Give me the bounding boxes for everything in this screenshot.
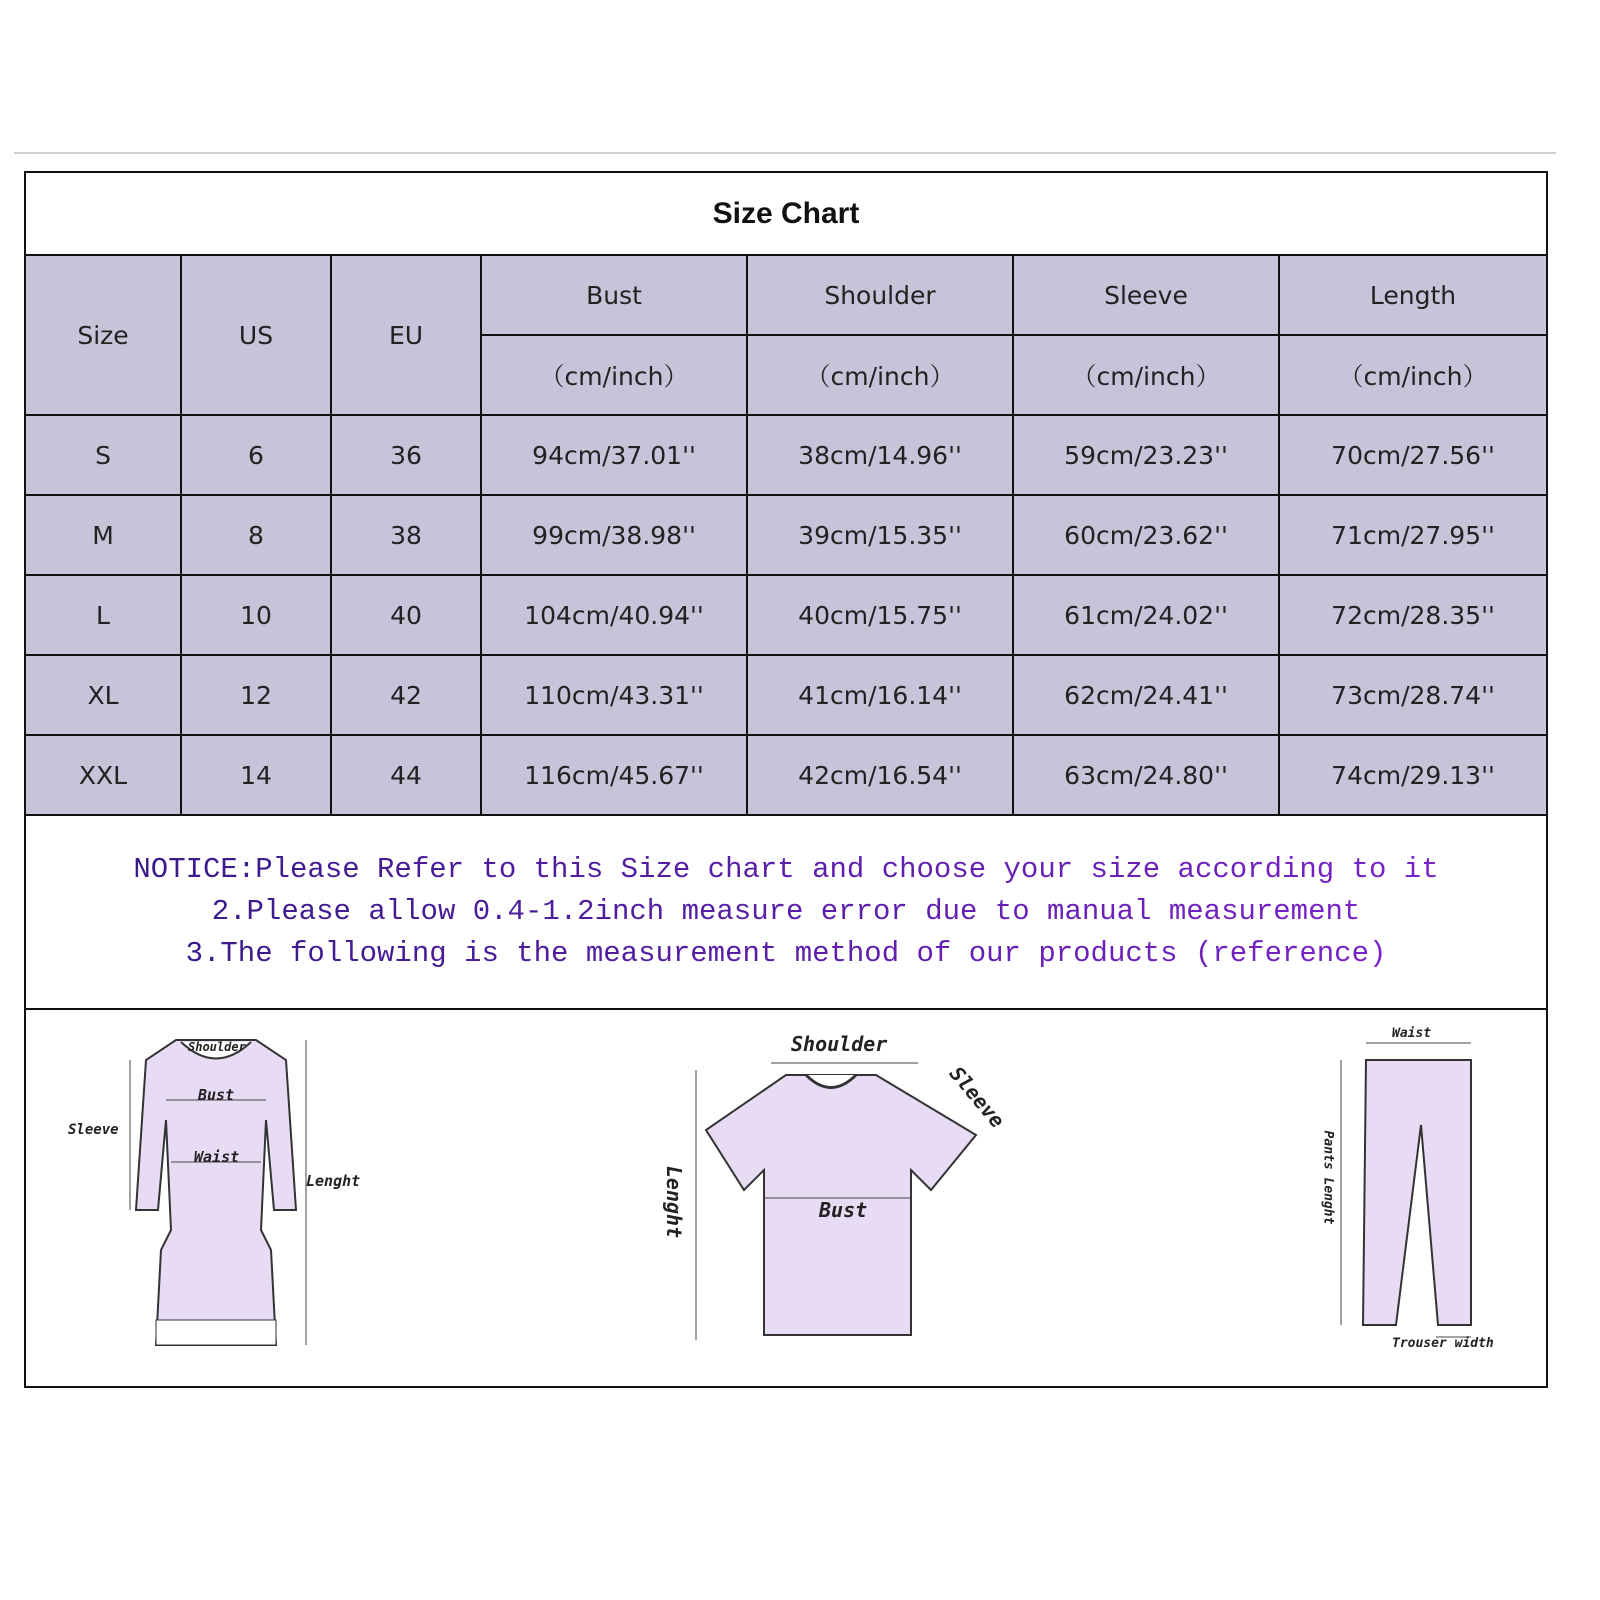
dress-waist-label: Waist	[194, 1148, 240, 1166]
unit-label: （cm/inch）	[481, 335, 747, 415]
tshirt-sleeve-label: Sleeve	[944, 1061, 1010, 1133]
cell-sleeve: 62cm/24.41''	[1013, 655, 1279, 735]
cell-sleeve: 60cm/23.62''	[1013, 495, 1279, 575]
pants-width-label: Trouser width	[1392, 1336, 1494, 1351]
cell-eu: 42	[331, 655, 481, 735]
cell-size: M	[26, 495, 181, 575]
cell-sleeve: 63cm/24.80''	[1013, 735, 1279, 815]
cell-size: XL	[26, 655, 181, 735]
unit-label: （cm/inch）	[1013, 335, 1279, 415]
unit-label: （cm/inch）	[1279, 335, 1546, 415]
notice-line: 2.Please allow 0.4-1.2inch measure error due to manual measurement	[212, 891, 1361, 933]
cell-us: 14	[181, 735, 331, 815]
header-size: Size	[26, 256, 181, 415]
divider	[14, 152, 1556, 154]
cell-eu: 38	[331, 495, 481, 575]
cell-eu: 40	[331, 575, 481, 655]
cell-size: XXL	[26, 735, 181, 815]
cell-shoulder: 42cm/16.54''	[747, 735, 1013, 815]
cell-sleeve: 59cm/23.23''	[1013, 415, 1279, 495]
pants-illustration	[1326, 1025, 1526, 1355]
cell-size: S	[26, 415, 181, 495]
table-row	[26, 495, 1546, 575]
cell-bust: 104cm/40.94''	[481, 575, 747, 655]
cell-length: 70cm/27.56''	[1279, 415, 1546, 495]
dress-bust-label: Bust	[198, 1086, 235, 1104]
cell-us: 10	[181, 575, 331, 655]
tshirt-bust-label: Bust	[819, 1198, 868, 1222]
cell-size: L	[26, 575, 181, 655]
unit-label: （cm/inch）	[747, 335, 1013, 415]
dress-sleeve-label: Sleeve	[68, 1122, 119, 1138]
pants-length-label: Pants Lenght	[1320, 1130, 1336, 1225]
cell-bust: 116cm/45.67''	[481, 735, 747, 815]
cell-bust: 94cm/37.01''	[481, 415, 747, 495]
cell-us: 8	[181, 495, 331, 575]
tshirt-shoulder-label: Shoulder	[791, 1032, 888, 1056]
cell-eu: 44	[331, 735, 481, 815]
notice	[26, 816, 1546, 1010]
measurement-figures	[26, 1010, 1546, 1376]
cell-length: 73cm/28.74''	[1279, 655, 1546, 735]
pants-waist-label: Waist	[1392, 1026, 1432, 1041]
cell-length: 74cm/29.13''	[1279, 735, 1546, 815]
chart-title: Size Chart	[26, 173, 1546, 256]
cell-us: 12	[181, 655, 331, 735]
size-table	[26, 256, 1546, 816]
header-length: Length	[1279, 256, 1546, 335]
cell-shoulder: 38cm/14.96''	[747, 415, 1013, 495]
table-row	[26, 415, 1546, 495]
size-chart	[24, 171, 1548, 1388]
cell-shoulder: 39cm/15.35''	[747, 495, 1013, 575]
dress-length-label: Lenght	[306, 1172, 361, 1190]
header-sleeve: Sleeve	[1013, 256, 1279, 335]
tshirt-length-label: Lenght	[662, 1165, 687, 1239]
header-shoulder: Shoulder	[747, 256, 1013, 335]
dress-shoulder-label: Shoulder	[188, 1040, 246, 1054]
cell-length: 71cm/27.95''	[1279, 495, 1546, 575]
header-bust: Bust	[481, 256, 747, 335]
dress-illustration	[116, 1030, 316, 1360]
cell-us: 6	[181, 415, 331, 495]
notice-line: NOTICE:Please Refer to this Size chart and choose your size according to it	[133, 849, 1438, 891]
table-row	[26, 735, 1546, 815]
cell-shoulder: 41cm/16.14''	[747, 655, 1013, 735]
cell-bust: 110cm/43.31''	[481, 655, 747, 735]
table-row	[26, 575, 1546, 655]
header-eu: EU	[331, 256, 481, 415]
notice-line: 3.The following is the measurement method of our products (reference)	[186, 933, 1387, 975]
cell-eu: 36	[331, 415, 481, 495]
table-row	[26, 655, 1546, 735]
cell-length: 72cm/28.35''	[1279, 575, 1546, 655]
cell-shoulder: 40cm/15.75''	[747, 575, 1013, 655]
cell-sleeve: 61cm/24.02''	[1013, 575, 1279, 655]
header-us: US	[181, 256, 331, 415]
cell-bust: 99cm/38.98''	[481, 495, 747, 575]
